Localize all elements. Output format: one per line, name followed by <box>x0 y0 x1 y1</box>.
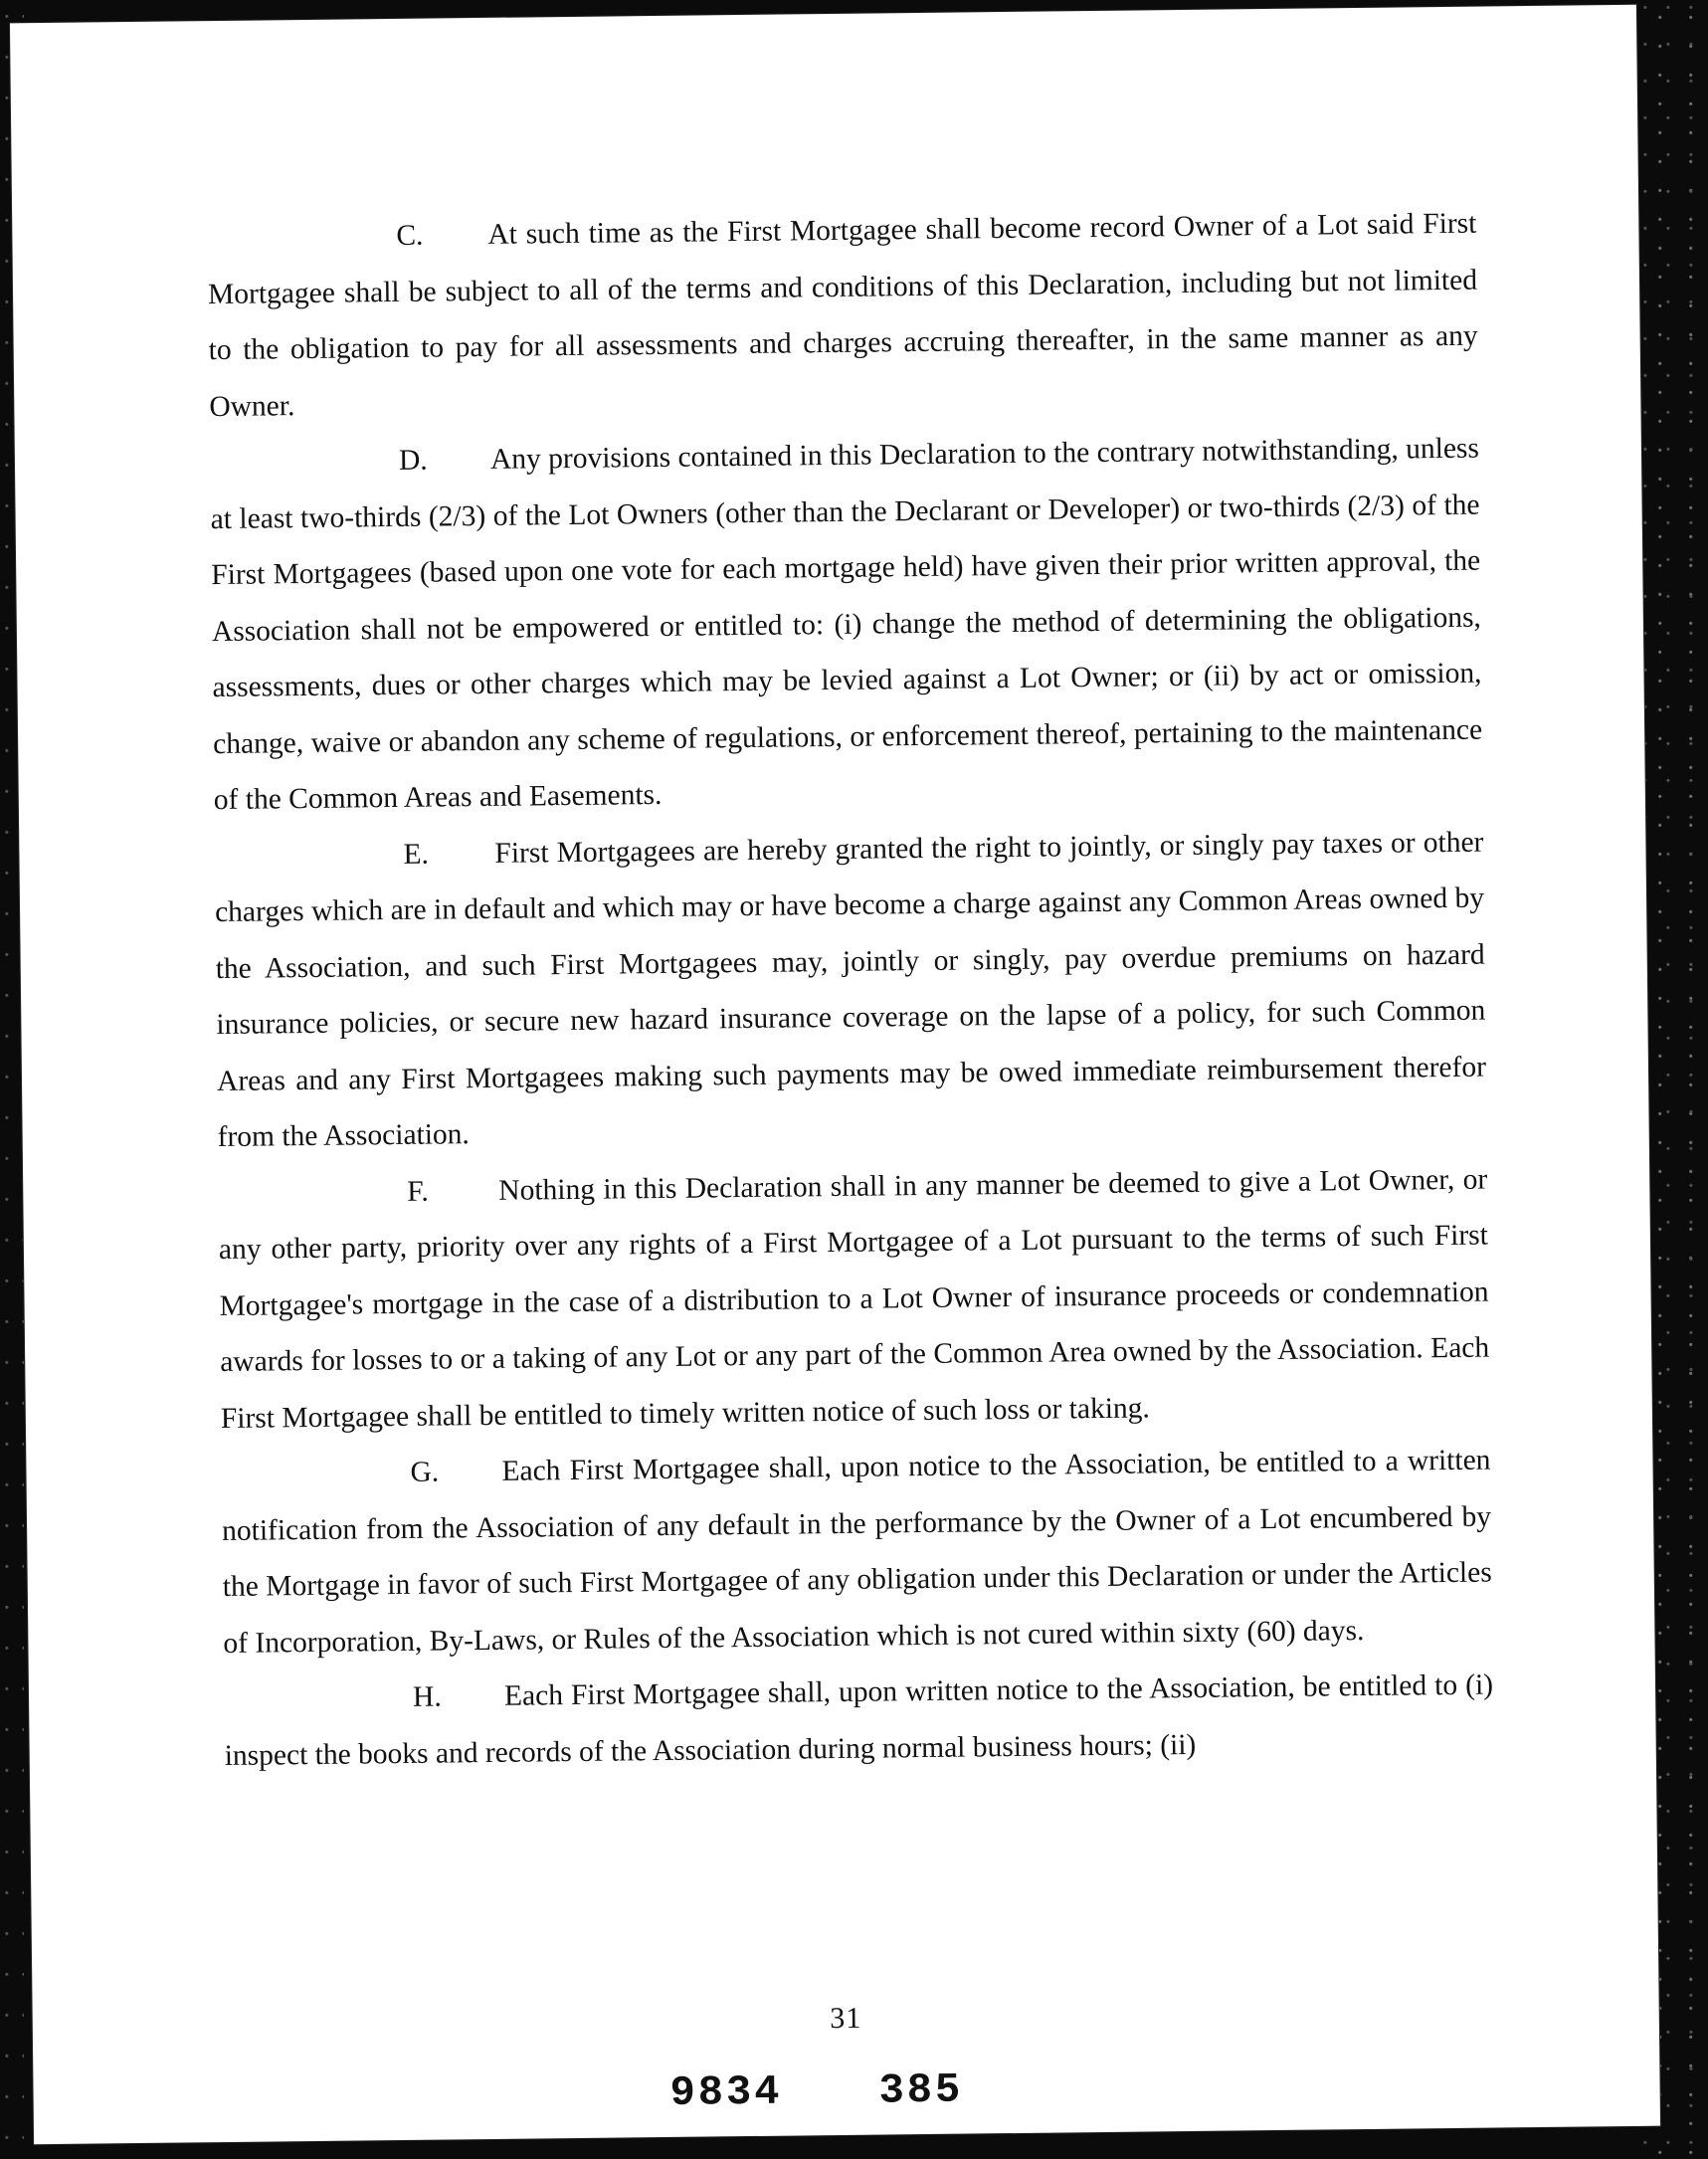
paragraph-letter: H. <box>412 1680 442 1713</box>
paragraph-text: Each First Mortgagee shall, upon notice to the Association, be entitled to a written notification from the Association of any default in the performance by the Owner of a Lot encumbered by the Mortgage in favor of such First Mortgagee of any obligation under this Declaration or under the Articles of Incorporation, By-Laws, or Rules of the Association which is not cured within sixty (60) days. <box>221 1444 1492 1660</box>
paragraph-letter: G. <box>410 1456 440 1488</box>
paragraph-h <box>224 1658 1494 1784</box>
document-page <box>10 5 1660 2144</box>
document-body <box>207 196 1494 1784</box>
paragraph-c <box>207 196 1478 435</box>
recording-book-number: 9834 <box>669 2067 783 2117</box>
paragraph-e <box>214 814 1487 1165</box>
paragraph-f <box>218 1151 1490 1447</box>
recording-page-number: 385 <box>878 2065 964 2115</box>
paragraph-letter: C. <box>396 219 424 252</box>
paragraph-letter: D. <box>398 444 428 477</box>
paragraph-letter: E. <box>403 838 430 871</box>
paragraph-g <box>221 1433 1492 1671</box>
paragraph-letter: F. <box>407 1175 429 1208</box>
paragraph-text: Any provisions contained in this Declaration to the contrary notwithstanding, unless at least two-thirds (2/3) of the Lot Owners (other than the Declarant or Developer) or two-thirds (2/3) of the First Mortgagees (based upon one vote for each mortgage held) have given their prior written approval, the Association shall not be empowered or entitled to: (i) change the method of determining the obligations, assessments, dues or other charges which may be levied against a Lot Owner; or (ii) by act or omission, change, waive or abandon any scheme of regulations, or enforcement thereof, pertaining to the maintenance of the Common Areas and Easements. <box>210 432 1483 817</box>
page-number: 31 <box>830 2001 862 2036</box>
paragraph-text: At such time as the First Mortgagee shall become record Owner of a Lot said First Mortgagee shall be subject to all of the terms and conditions of this Declaration, including but not limited to the obligation to pay for all assessments and charges accruing thereafter, in the same manner as any Owner. <box>207 207 1478 423</box>
paragraph-text: First Mortgagees are hereby granted the right to jointly, or singly pay taxes or other charges which are in default and which may or have become a charge against any Common Areas owned by the Association, and such First Mortgagees may, jointly or singly, pay overdue premiums on hazard insurance policies, or secure new hazard insurance coverage on the lapse of a policy, for such Common Areas and any First Mortgagees making such payments may be owed immediate reimbursement therefor from the Association. <box>214 826 1487 1154</box>
paragraph-text: Nothing in this Declaration shall in any manner be deemed to give a Lot Owner, or any other party, priority over any rights of a First Mortgagee of a Lot pursuant to the terms of such First Mortgagee's mortgage in the case of a distribution to a Lot Owner of insurance proceeds or condemnation awards for losses to or a taking of any Lot or any part of the Common Area owned by the Association. Each First Mortgagee shall be entitled to timely written notice of such loss or taking. <box>218 1163 1490 1435</box>
paragraph-text: Each First Mortgagee shall, upon written notice to the Association, be entitled to (i) inspect the books and records of the Association during normal business hours; (ii) <box>224 1668 1494 1772</box>
paragraph-d <box>210 421 1483 829</box>
